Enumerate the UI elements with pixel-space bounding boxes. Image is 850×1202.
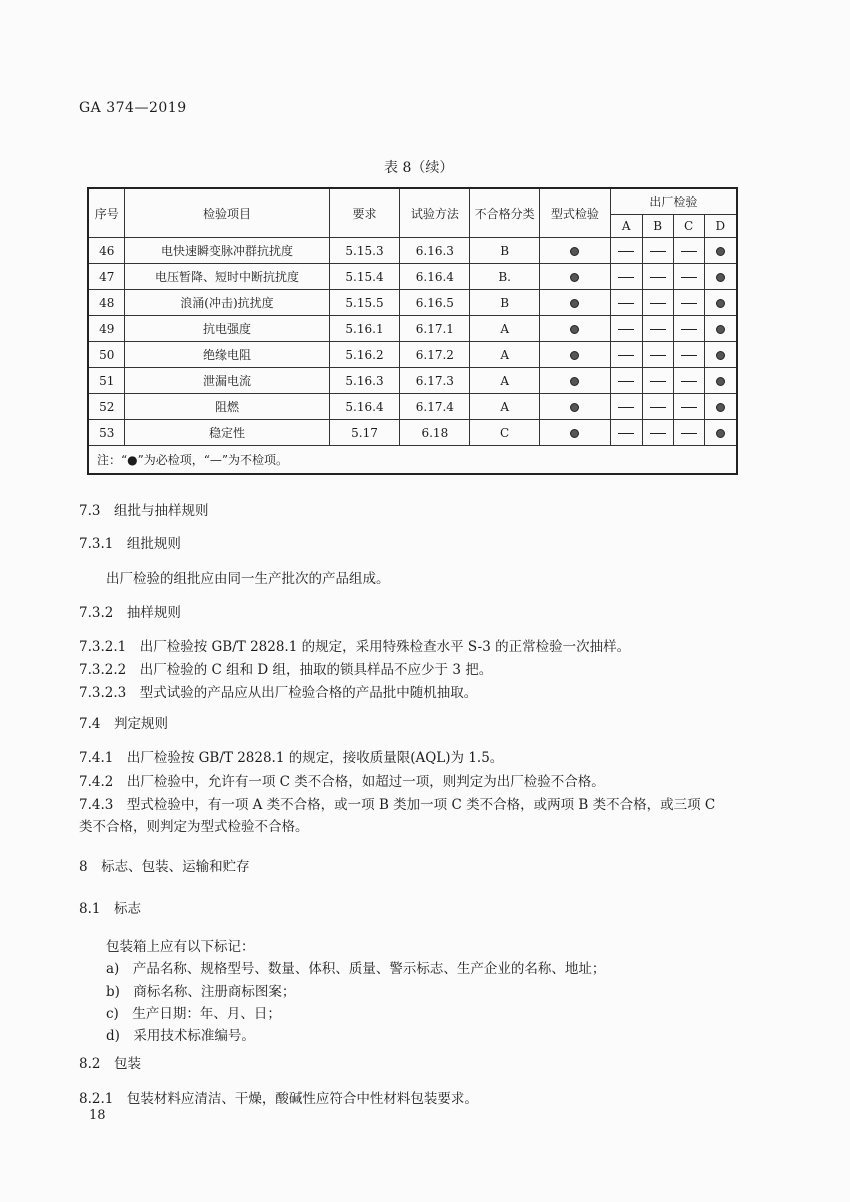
cell-class: A (470, 394, 540, 420)
cell-class: A (470, 342, 540, 368)
cell-requirement: 5.16.1 (329, 316, 400, 342)
cell-class: C (470, 420, 540, 446)
heading-7-4: 7.4 判定规则 (79, 716, 168, 732)
table-note: 注：“●”为必检项，“—”为不检项。 (88, 446, 737, 475)
not-required-dash-icon (650, 407, 666, 408)
required-dot-icon (570, 299, 579, 308)
header-test-method: 试验方法 (400, 188, 470, 238)
required-dot-icon (570, 351, 579, 360)
not-required-dash-icon (618, 251, 634, 252)
cell-requirement: 5.16.2 (329, 342, 400, 368)
heading-7-3: 7.3 组批与抽样规则 (79, 503, 209, 519)
cell-requirement: 5.16.3 (329, 368, 400, 394)
cell-no: 53 (88, 420, 125, 446)
header-type-test: 型式检验 (540, 188, 611, 238)
required-dot-icon (716, 299, 725, 308)
cell-class: B (470, 290, 540, 316)
header-nonconformity-class: 不合格分类 (470, 188, 540, 238)
table-row (88, 394, 737, 420)
required-dot-icon (716, 377, 725, 386)
standard-number: GA 374—2019 (79, 100, 187, 116)
paragraph: 出厂检验的组批应由同一生产批次的产品组成。 (106, 571, 390, 587)
cell-method: 6.18 (400, 420, 470, 446)
cell-method: 6.17.2 (400, 342, 470, 368)
cell-class: B. (470, 264, 540, 290)
heading-7-3-1: 7.3.1 组批规则 (79, 536, 181, 552)
not-required-dash-icon (618, 303, 634, 304)
list-item: c) 生产日期：年、月、日； (106, 1006, 281, 1022)
not-required-dash-icon (650, 277, 666, 278)
cell-item: 绝缘电阻 (125, 342, 329, 368)
heading-8: 8 标志、包装、运输和贮存 (79, 859, 250, 875)
heading-7-3-2: 7.3.2 抽样规则 (79, 605, 181, 621)
cell-no: 48 (88, 290, 125, 316)
cell-method: 6.17.3 (400, 368, 470, 394)
table-row (88, 368, 737, 394)
clause-7-3-2-2: 7.3.2.2 出厂检验的 C 组和 D 组，抽取的锁具样品不应少于 3 把。 (79, 662, 493, 678)
cell-class: A (470, 368, 540, 394)
header-group-d: D (704, 215, 737, 238)
required-dot-icon (570, 377, 579, 386)
cell-requirement: 5.15.5 (329, 290, 400, 316)
table-row (88, 316, 737, 342)
cell-requirement: 5.17 (329, 420, 400, 446)
cell-item: 电快速瞬变脉冲群抗扰度 (125, 238, 329, 264)
cell-no: 50 (88, 342, 125, 368)
header-group-b: B (642, 215, 673, 238)
not-required-dash-icon (618, 277, 634, 278)
cell-no: 47 (88, 264, 125, 290)
clause-7-3-2-3: 7.3.2.3 型式试验的产品应从出厂检验合格的产品批中随机抽取。 (79, 685, 478, 701)
not-required-dash-icon (618, 355, 634, 356)
table-row (88, 264, 737, 290)
cell-item: 抗电强度 (125, 316, 329, 342)
required-dot-icon (716, 325, 725, 334)
clause-7-4-1: 7.4.1 出厂检验按 GB/T 2828.1 的规定，接收质量限(AQL)为 1.5。 (79, 750, 504, 766)
required-dot-icon (570, 247, 579, 256)
list-item: a) 产品名称、规格型号、数量、体积、质量、警示标志、生产企业的名称、地址； (106, 961, 606, 977)
not-required-dash-icon (650, 303, 666, 304)
heading-8-1: 8.1 标志 (79, 901, 141, 917)
header-requirement: 要求 (329, 188, 400, 238)
clause-7-4-3: 7.4.3 型式检验中，有一项 A 类不合格，或一项 B 类加一项 C 类不合格，或两项 B 类不合格，或三项 C (79, 797, 716, 813)
cell-no: 49 (88, 316, 125, 342)
cell-requirement: 5.16.4 (329, 394, 400, 420)
not-required-dash-icon (681, 303, 697, 304)
header-item: 检验项目 (125, 188, 329, 238)
header-group-a: A (610, 215, 642, 238)
cell-item: 泄漏电流 (125, 368, 329, 394)
header-group-c: C (673, 215, 704, 238)
required-dot-icon (570, 273, 579, 282)
cell-no: 51 (88, 368, 125, 394)
required-dot-icon (716, 429, 725, 438)
not-required-dash-icon (681, 407, 697, 408)
cell-requirement: 5.15.3 (329, 238, 400, 264)
not-required-dash-icon (681, 381, 697, 382)
cell-item: 电压暂降、短时中断抗扰度 (125, 264, 329, 290)
paragraph: 包装箱上应有以下标记： (106, 939, 255, 955)
not-required-dash-icon (681, 433, 697, 434)
not-required-dash-icon (650, 381, 666, 382)
not-required-dash-icon (681, 355, 697, 356)
cell-requirement: 5.15.4 (329, 264, 400, 290)
table-caption: 表 8（续） (384, 160, 454, 176)
required-dot-icon (716, 247, 725, 256)
not-required-dash-icon (681, 251, 697, 252)
table-row (88, 238, 737, 264)
cell-item: 稳定性 (125, 420, 329, 446)
cell-method: 6.16.5 (400, 290, 470, 316)
not-required-dash-icon (681, 329, 697, 330)
cell-item: 浪涌(冲击)抗扰度 (125, 290, 329, 316)
clause-7-3-2-1: 7.3.2.1 出厂检验按 GB/T 2828.1 的规定，采用特殊检查水平 S-3 的正常检验一次抽样。 (79, 639, 631, 655)
cell-no: 46 (88, 238, 125, 264)
required-dot-icon (716, 273, 725, 282)
required-dot-icon (716, 351, 725, 360)
cell-no: 52 (88, 394, 125, 420)
not-required-dash-icon (618, 433, 634, 434)
clause-7-4-2: 7.4.2 出厂检验中，允许有一项 C 类不合格，如超过一项，则判定为出厂检验不合格。 (79, 774, 605, 790)
not-required-dash-icon (650, 433, 666, 434)
cell-class: A (470, 316, 540, 342)
cell-class: B (470, 238, 540, 264)
not-required-dash-icon (650, 329, 666, 330)
clause-7-4-3-continued: 类不合格，则判定为型式检验不合格。 (79, 819, 309, 835)
table-row (88, 290, 737, 316)
required-dot-icon (716, 403, 725, 412)
not-required-dash-icon (618, 407, 634, 408)
list-item: b) 商标名称、注册商标图案； (106, 984, 296, 1000)
required-dot-icon (570, 429, 579, 438)
not-required-dash-icon (618, 329, 634, 330)
list-item: d) 采用技术标准编号。 (106, 1028, 255, 1044)
cell-method: 6.16.4 (400, 264, 470, 290)
table-row (88, 420, 737, 446)
cell-method: 6.17.1 (400, 316, 470, 342)
header-factory-inspection: 出厂检验 (610, 188, 737, 215)
not-required-dash-icon (681, 277, 697, 278)
clause-8-2-1: 8.2.1 包装材料应清洁、干燥，酸碱性应符合中性材料包装要求。 (79, 1091, 478, 1107)
not-required-dash-icon (650, 355, 666, 356)
cell-method: 6.17.4 (400, 394, 470, 420)
cell-item: 阻燃 (125, 394, 329, 420)
not-required-dash-icon (618, 381, 634, 382)
inspection-table (87, 187, 738, 475)
not-required-dash-icon (650, 251, 666, 252)
required-dot-icon (570, 325, 579, 334)
required-dot-icon (570, 403, 579, 412)
table-note-row (88, 446, 737, 475)
cell-method: 6.16.3 (400, 238, 470, 264)
heading-8-2: 8.2 包装 (79, 1056, 141, 1072)
header-no: 序号 (88, 188, 125, 238)
page-number: 18 (89, 1108, 106, 1123)
table-row (88, 342, 737, 368)
